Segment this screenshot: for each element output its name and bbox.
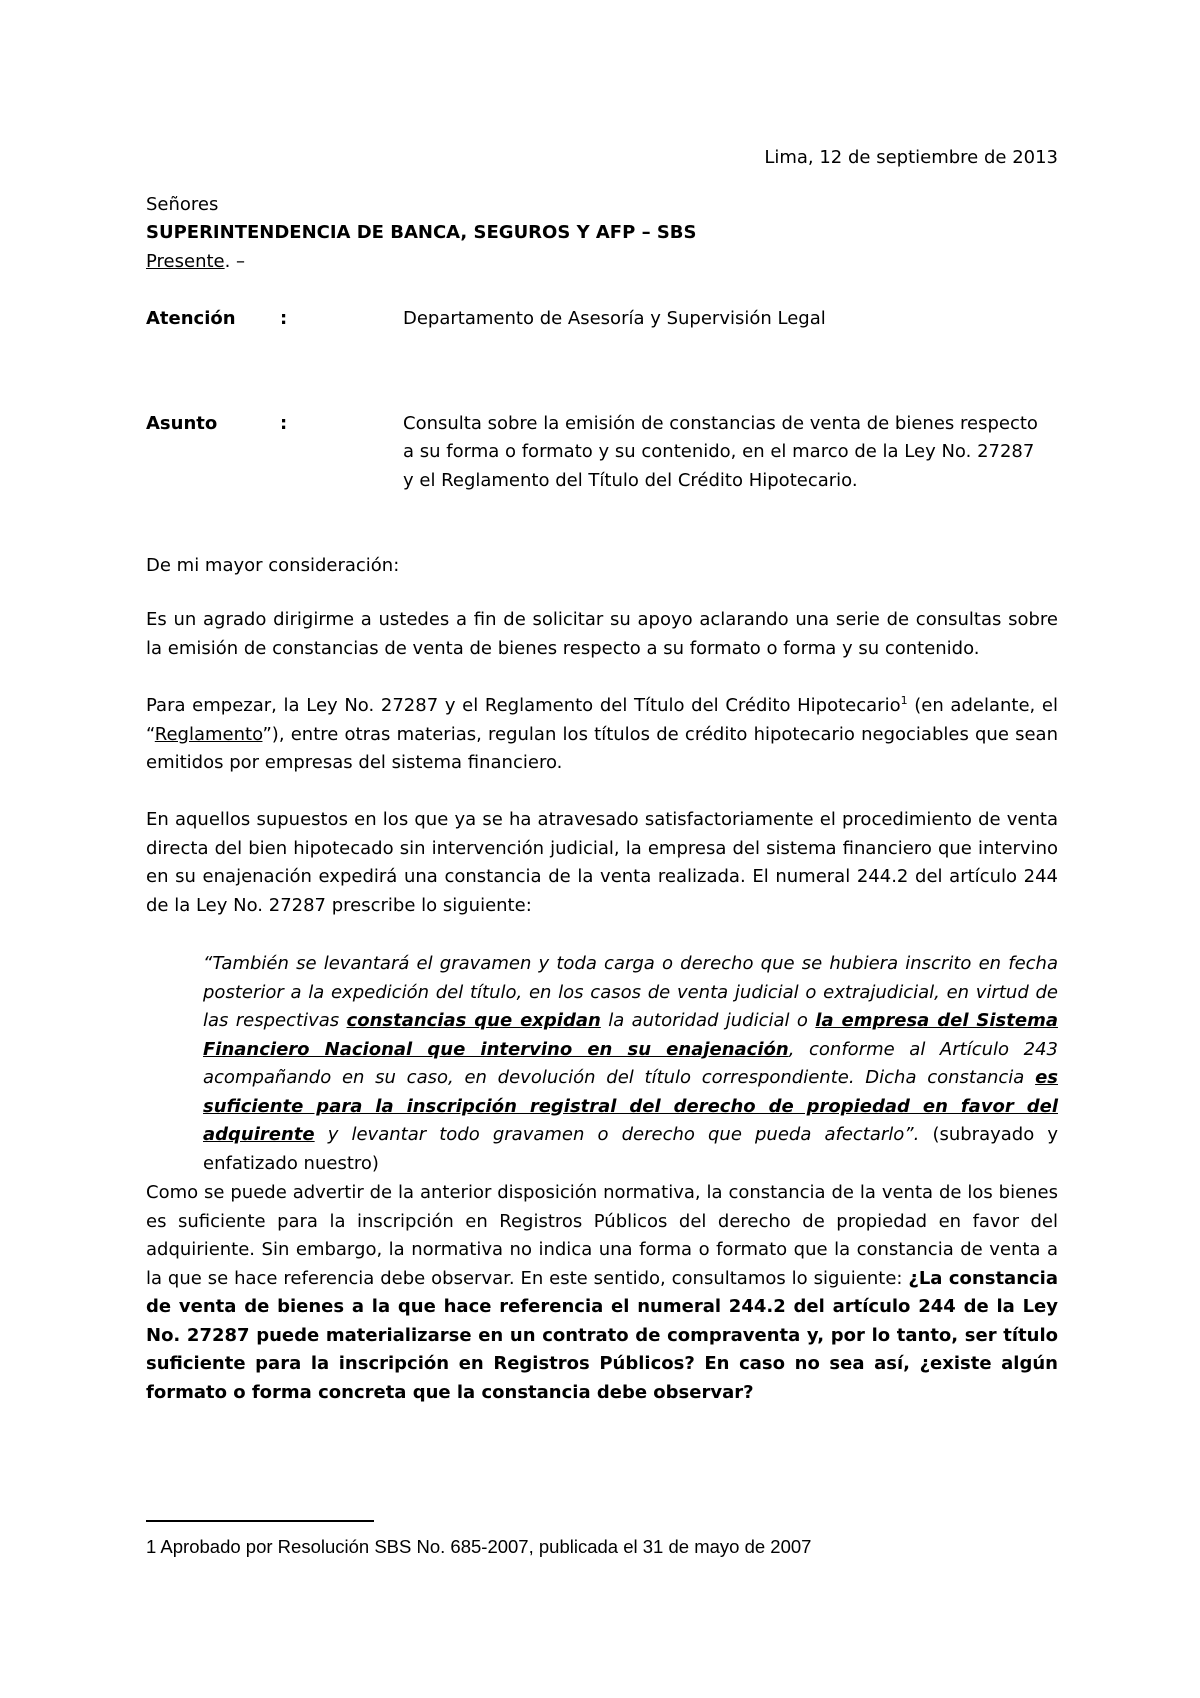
defined-term-reglamento: Reglamento	[154, 723, 263, 745]
presente-line	[146, 251, 245, 272]
subject-line-3: y el Reglamento del Título del Crédito Hipotecario.	[403, 470, 858, 491]
p2-text-c: ”), entre otras materias, regulan los títulos de crédito hipotecario negociables que sean emitidos por empresas del sistema financiero.	[146, 723, 1058, 773]
salutation: Señores	[146, 194, 219, 215]
greeting: De mi mayor consideración:	[146, 555, 400, 576]
p4-text: Como se puede advertir de la anterior disposición normativa, la constancia de la venta de los bienes es suficiente para la inscripción en Registros Públicos del derecho de propiedad en favor del adquiriente. Sin embargo, la normativa no indica una forma o formato que la constancia de venta a la que se hace referencia debe observar. En este sentido, consultamos lo siguiente:	[146, 1182, 1058, 1289]
paragraph-question	[146, 1179, 1058, 1407]
p2-text-b: (en adelante, el “	[146, 695, 1058, 745]
footnote-text: Aprobado por Resolución SBS No. 685-2007, publicada el 31 de mayo de 2007	[156, 1536, 812, 1557]
attention-value: Departamento de Asesoría y Supervisión Legal	[403, 308, 826, 329]
paragraph-reglamento	[146, 692, 1058, 778]
paragraph-intro: Es un agrado dirigirme a ustedes a fin de solicitar su apoyo aclarando una serie de consultas sobre la emisión de constancias de venta de bienes respecto a su formato o forma y su contenido.	[146, 609, 1058, 659]
recipient-name: SUPERINTENDENCIA DE BANCA, SEGUROS Y AFP – SBS	[146, 222, 697, 243]
paragraph-procedure: En aquellos supuestos en los que ya se ha atravesado satisfactoriamente el procedimiento de venta directa del bien hipotecado sin intervención judicial, la empresa del sistema financiero que intervino en su enajenación expedirá una constancia de la venta realizada. El numeral 244.2 del artículo 244 de la Ley No. 27287 prescribe lo siguiente:	[146, 809, 1058, 916]
footnote-separator	[146, 1520, 374, 1522]
letter-date: Lima, 12 de septiembre de 2013	[764, 147, 1058, 168]
quote-text-d: y levantar todo gravamen o derecho que pueda afectarlo”.	[314, 1124, 920, 1145]
footnote-number: 1	[146, 1536, 157, 1557]
subject-label: Asunto	[146, 413, 218, 434]
quote-emphasis-note: (subrayado y enfatizado nuestro)	[203, 1124, 1058, 1174]
attention-colon: :	[280, 308, 288, 329]
quote-underlined-3: es suficiente para la inscripción registral del derecho de propiedad en favor del adquirente	[203, 1067, 1058, 1145]
legal-quote	[203, 950, 1058, 1178]
quote-underlined-2: la empresa del Sistema Financiero Nacional que intervino en su enajenación	[203, 1010, 1058, 1060]
subject-colon: :	[280, 413, 288, 434]
footnote	[146, 1536, 811, 1558]
presente-suffix: . –	[224, 251, 246, 272]
subject-line-1: Consulta sobre la emisión de constancias de venta de bienes respecto	[403, 413, 1038, 434]
quote-underlined-1: constancias que expidan	[346, 1010, 601, 1031]
quote-text-b: la autoridad judicial o	[600, 1010, 816, 1031]
p4-question: ¿La constancia de venta de bienes a la que hace referencia el numeral 244.2 del artículo 244 de la Ley No. 27287 puede materializarse en un contrato de compraventa y, por lo tanto, ser título suficiente para la inscripción en Registros Públicos? En caso no sea así, ¿existe algún formato o forma concreta que la constancia debe observar?	[146, 1267, 1058, 1403]
footnote-ref: 1	[900, 694, 908, 707]
presente-word: Presente	[146, 251, 225, 272]
p2-text-a: Para empezar, la Ley No. 27287 y el Reglamento del Título del Crédito Hipotecario	[146, 695, 901, 716]
subject-line-2: a su forma o formato y su contenido, en el marco de la Ley No. 27287	[403, 441, 1035, 462]
quote-text-c: , conforme al Artículo 243 acompañando en su caso, en devolución del título correspondiente. Dicha constancia	[203, 1038, 1058, 1088]
attention-label: Atención	[146, 308, 236, 329]
quote-text-a: “También se levantará el gravamen y toda carga o derecho que se hubiera inscrito en fecha posterior a la expedición del título, en los casos de venta judicial o extrajudicial, en virtud de las respectivas	[203, 953, 1058, 1031]
